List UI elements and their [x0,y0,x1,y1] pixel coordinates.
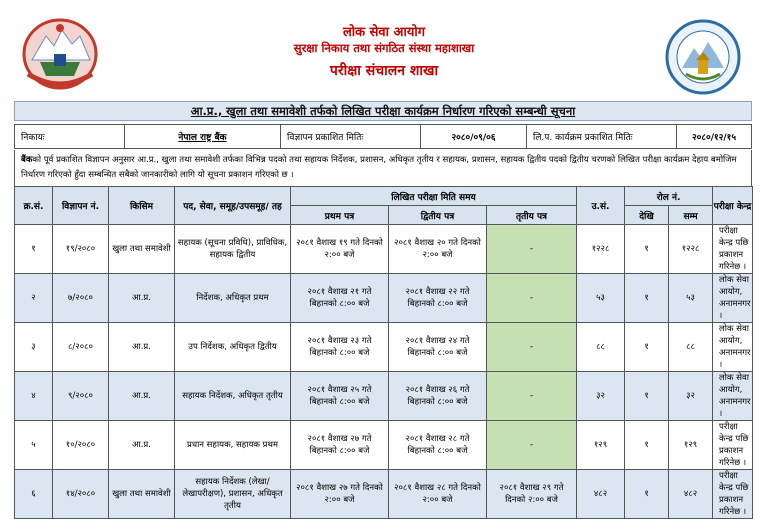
cell-sn: ६ [15,470,53,519]
cell-post: निर्देशक, अधिकृत प्रथम [175,274,291,323]
cell-from: १ [625,274,669,323]
table-row [15,274,753,323]
intro-bold-word: बैंक [21,155,33,165]
header-division: सुरक्षा निकाय तथा संगठित संस्था महाशाखा [293,41,475,55]
cell-count: १२२८ [577,225,625,274]
cell-centre: लोक सेवा आयोग, अनामनगर । [713,372,753,421]
cell-type: आ.प्र. [109,372,175,421]
cell-count: ३२ [577,372,625,421]
header-post: पद, सेवा, समूह/उपसमूह/ तह [175,187,291,225]
cell-ad-no: १९/२०८० [53,225,109,274]
cell-to: १२२८ [669,225,713,274]
notice-title: आ.प्र., खुला तथा समावेशी तर्फको लिखित परीक्षा कार्यक्रम निर्धारण गरिएको सम्बन्धी सूचना [14,101,752,121]
org-label: निकायः [15,125,125,149]
intro-paragraph [14,150,752,186]
header-roll-from: देखि [625,206,669,225]
cell-p1: २०८१ वैशाख २७ गते दिनको २:०० बजे [291,470,389,519]
table-row [15,225,753,274]
intro-text: को पूर्व प्रकाशित विज्ञापन अनुसार आ.प्र., खुला तथा समावेशी तर्फका विभिन्न पदको तथा सहायक निर्देशक, प्रशासन, अधिकृत तृतीय र सहायक, प्रशासन, सहायक द्वितीय पदको द्वितीय चरणको लिखित परीक्षा कार्यक्रम देहाय बमोजिम निर्धारण गरिएको हुँदा सम्बन्धित सबैको जानकारीको लागि यो सूचना प्रकाशन गरिएको छ । [21,155,737,180]
cell-ad-no: १४/२०८० [53,470,109,519]
cell-p1: २०८१ वैशाख २७ गते बिहानको ८:०० बजे [291,421,389,470]
cell-p2: २०८१ वैशाख २४ गते बिहानको ८:०० बजे [389,323,487,372]
header-ad-no: विज्ञापन नं. [53,187,109,225]
header-roll-to: सम्म [669,206,713,225]
cell-sn: २ [15,274,53,323]
cell-p1: २०८१ वैशाख २३ गते बिहानको ८:०० बजे [291,323,389,372]
cell-sn: १ [15,225,53,274]
cell-post: प्रधान सहायक, सहायक प्रथम [175,421,291,470]
header-section: परीक्षा संचालन शाखा [329,63,439,79]
header-centre: परीक्षा केन्द्र [713,187,753,225]
cell-to: ३२ [669,372,713,421]
cell-centre: परीक्षा केन्द्र पछि प्रकाशन गरिनेछ । [713,421,753,470]
cell-p3: - [487,274,577,323]
table-row [15,421,753,470]
notice-meta-table [14,124,752,149]
cell-centre: लोक सेवा आयोग, अनामनगर । [713,274,753,323]
table-row [15,323,753,372]
cell-type: आ.प्र. [109,323,175,372]
header-paper1: प्रथम पत्र [291,206,389,225]
cell-p2: २०८१ वैशाख २६ गते बिहानको ८:०० बजे [389,372,487,421]
cell-from: १ [625,372,669,421]
cell-p3: - [487,421,577,470]
cell-to: ८८ [669,323,713,372]
cell-sn: ४ [15,372,53,421]
header-roll: रोल नं. [625,187,713,206]
header-paper2: द्वितीय पत्र [389,206,487,225]
header-count: उ.सं. [577,187,625,225]
nepal-emblem-icon [20,14,100,92]
cell-type: खुला तथा समावेशी [109,470,175,519]
table-row [15,470,753,519]
header-paper3: तृतीय पत्र [487,206,577,225]
header-title: लोक सेवा आयोग [342,25,426,40]
commission-seal-icon [664,18,742,96]
cell-from: १ [625,225,669,274]
cell-post: सहायक निर्देशक, अधिकृत तृतीय [175,372,291,421]
cell-count: ४८२ [577,470,625,519]
cell-type: खुला तथा समावेशी [109,225,175,274]
table-row [15,372,753,421]
cell-p1: २०८१ वैशाख १९ गते दिनको २:०० बजे [291,225,389,274]
cell-p3: - [487,372,577,421]
cell-count: ८८ [577,323,625,372]
cell-post: उप निर्देशक, अधिकृत द्वितीय [175,323,291,372]
cell-p3: - [487,225,577,274]
exam-schedule-table [14,186,753,519]
schedule-date-value: २०८०/१२/१५ [677,125,752,149]
cell-p2: २०८१ वैशाख २२ गते बिहानको ८:०० बजे [389,274,487,323]
cell-to: ४८२ [669,470,713,519]
cell-centre: परीक्षा केन्द्र पछि प्रकाशन गरिनेछ । [713,470,753,519]
cell-centre: परीक्षा केन्द्र पछि प्रकाशन गरिनेछ । [713,225,753,274]
cell-sn: ३ [15,323,53,372]
cell-to: ५३ [669,274,713,323]
ad-date-label: विज्ञापन प्रकाशित मितिः [281,125,421,149]
cell-post: सहायक निर्देशक (लेखा/लेखापरीक्षण), प्रशासन, अधिकृत तृतीय [175,470,291,519]
cell-p2: २०८१ वैशाख २८ गते बिहानको ८:०० बजे [389,421,487,470]
cell-p1: २०८१ वैशाख २५ गते बिहानको ८:०० बजे [291,372,389,421]
cell-p3: - [487,323,577,372]
org-value: नेपाल राष्ट्र बैंक [125,125,281,149]
header-type: किसिम [109,187,175,225]
cell-to: १२९ [669,421,713,470]
cell-ad-no: १०/२०८० [53,421,109,470]
cell-ad-no: ७/२०८० [53,274,109,323]
cell-from: १ [625,323,669,372]
cell-type: आ.प्र. [109,421,175,470]
cell-from: १ [625,470,669,519]
ad-date-value: २०८०/०९/०६ [421,125,527,149]
cell-p2: २०८१ वैशाख २८ गते दिनको २:०० बजे [389,470,487,519]
cell-centre: लोक सेवा आयोग, अनामनगर । [713,323,753,372]
header-sn: क्र.सं. [15,187,53,225]
cell-p3: २०८१ वैशाख २९ गते दिनको २:०० बजे [487,470,577,519]
cell-post: सहायक (सूचना प्रविधि), प्राविधिक, सहायक द्वितीय [175,225,291,274]
cell-ad-no: ८/२०८० [53,323,109,372]
cell-ad-no: ९/२०८० [53,372,109,421]
cell-p1: २०८१ वैशाख २१ गते बिहानको ८:०० बजे [291,274,389,323]
cell-count: १२९ [577,421,625,470]
page-header [0,0,768,100]
cell-type: आ.प्र. [109,274,175,323]
cell-sn: ५ [15,421,53,470]
cell-from: १ [625,421,669,470]
schedule-date-label: लि.प. कार्यक्रम प्रकाशित मितिः [527,125,677,149]
cell-count: ५३ [577,274,625,323]
header-exam-date: लिखित परीक्षा मिति समय [291,187,577,206]
cell-p2: २०८१ वैशाख २० गते दिनको २:०० बजे [389,225,487,274]
